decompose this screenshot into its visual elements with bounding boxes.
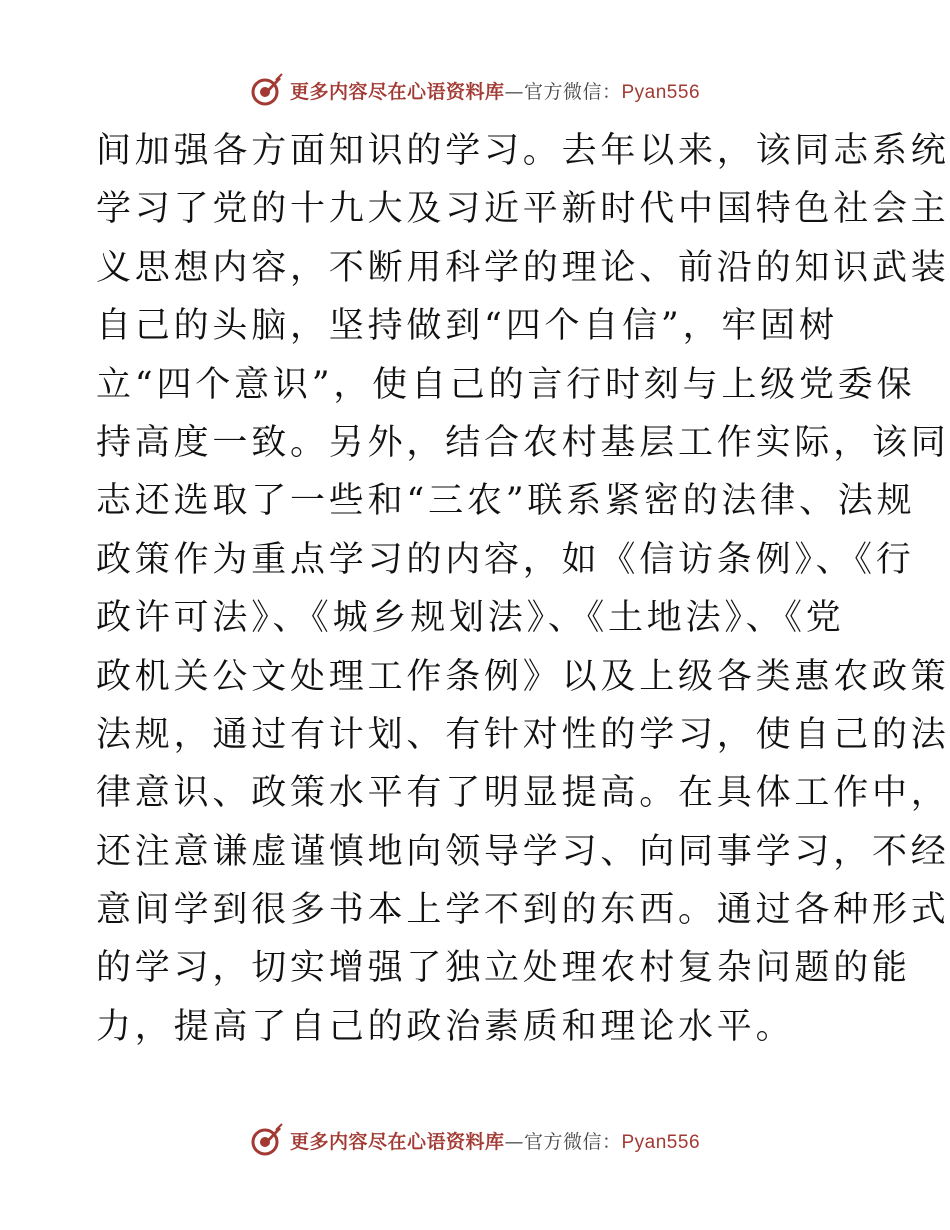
footer-wechat-label: 官方微信： — [523, 1130, 622, 1153]
body-line-12: 律意识、政策水平有了明显提高。在具体工作中， — [96, 773, 950, 814]
footer-wechat-id: Pyan556 — [621, 1131, 701, 1153]
document-body — [96, 122, 950, 1056]
footer-site-text: 更多内容尽在心语资料库 — [289, 1130, 505, 1153]
body-line-4: 自己的头脑，坚持做到“四个自信”，牢固树 — [96, 306, 838, 347]
body-line-7: 志还选取了一些和“三农”联系紧密的法律、法规 — [96, 481, 916, 522]
body-line-13: 还注意谦虚谨慎地向领导学习、向同事学习，不经 — [96, 831, 950, 872]
header-wechat-id: Pyan556 — [621, 81, 701, 103]
header-dash: — — [504, 80, 524, 103]
quill-logo-icon — [250, 73, 284, 107]
body-line-8: 政策作为重点学习的内容，如《信访条例》、《行 — [96, 539, 915, 580]
body-line-5: 立“四个意识”，使自己的言行时刻与上级党委保 — [96, 364, 916, 405]
header-site-text: 更多内容尽在心语资料库 — [289, 80, 505, 103]
body-line-9: 政许可法》、《城乡规划法》、《土地法》、《党 — [96, 598, 845, 639]
footer-banner-text — [290, 1127, 700, 1154]
body-line-15: 的学习，切实增强了独立处理农村复杂问题的能 — [96, 948, 911, 989]
header-wechat-label: 官方微信： — [523, 80, 622, 103]
body-line-3: 义思想内容，不断用科学的理论、前沿的知识武装 — [96, 247, 950, 288]
body-line-16: 力，提高了自己的政治素质和理论水平。 — [96, 1006, 795, 1047]
header-banner — [0, 70, 950, 110]
footer-banner — [0, 1120, 950, 1160]
body-line-11: 法规，通过有计划、有针对性的学习，使自己的法 — [96, 714, 950, 755]
body-line-2: 学习了党的十九大及习近平新时代中国特色社会主 — [96, 189, 950, 230]
body-line-14: 意间学到很多书本上学不到的东西。通过各种形式 — [96, 890, 950, 931]
body-line-10: 政机关公文处理工作条例》以及上级各类惠农政策 — [96, 656, 950, 697]
body-line-6: 持高度一致。另外，结合农村基层工作实际，该同 — [96, 422, 950, 463]
body-line-1: 间加强各方面知识的学习。去年以来，该同志系统 — [96, 131, 950, 171]
footer-dash: — — [504, 1130, 524, 1153]
header-banner-text — [290, 77, 700, 104]
quill-logo-icon — [250, 1123, 284, 1157]
